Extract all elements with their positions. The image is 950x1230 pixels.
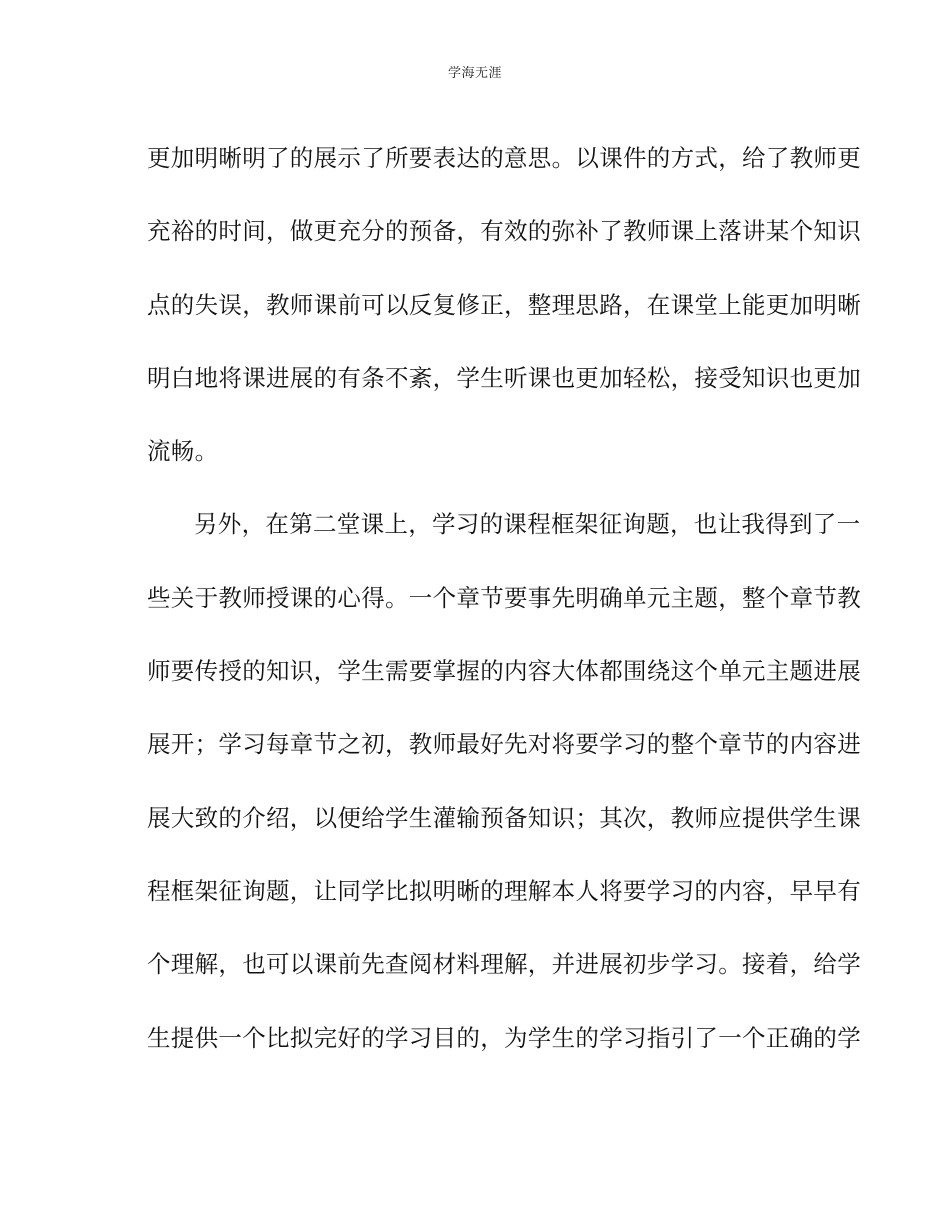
text-line: 展大致的介绍，以便给学生灌输预备知识；其次，教师应提供学生课 (147, 803, 861, 832)
paragraph-start-line: 另外，在第二堂课上，学习的课程框架征询题，也让我得到了一 (194, 510, 861, 539)
page-header: 学海无涯 (447, 66, 502, 81)
text-line: 更加明晰明了的展示了所要表达的意思。以课件的方式，给了教师更 (147, 144, 861, 172)
text-line: 点的失误，教师课前可以反复修正，整理思路，在课堂上能更加明晰 (147, 290, 861, 319)
text-line: 展开；学习每章节之初，教师最好先对将要学习的整个章节的内容进 (147, 730, 861, 759)
text-line: 生提供一个比拟完好的学习目的，为学生的学习指引了一个正确的学 (147, 1023, 861, 1052)
text-line: 个理解，也可以课前先查阅材料理解，并进展初步学习。接着，给学 (147, 950, 861, 979)
text-line: 些关于教师授课的心得。一个章节要事先明确单元主题，整个章节教 (147, 583, 861, 612)
body-text (147, 138, 861, 1091)
text-line: 充裕的时间，做更充分的预备，有效的弥补了教师课上落讲某个知识 (147, 217, 861, 246)
text-line: 程框架征询题，让同学比拟明晰的理解本人将要学习的内容，早早有 (147, 876, 861, 905)
text-line: 师要传授的知识，学生需要掌握的内容大体都围绕这个单元主题进展 (147, 657, 861, 686)
text-line: 流畅。 (147, 437, 219, 466)
text-line: 明白地将课进展的有条不紊，学生听课也更加轻松，接受知识也更加 (147, 363, 861, 392)
